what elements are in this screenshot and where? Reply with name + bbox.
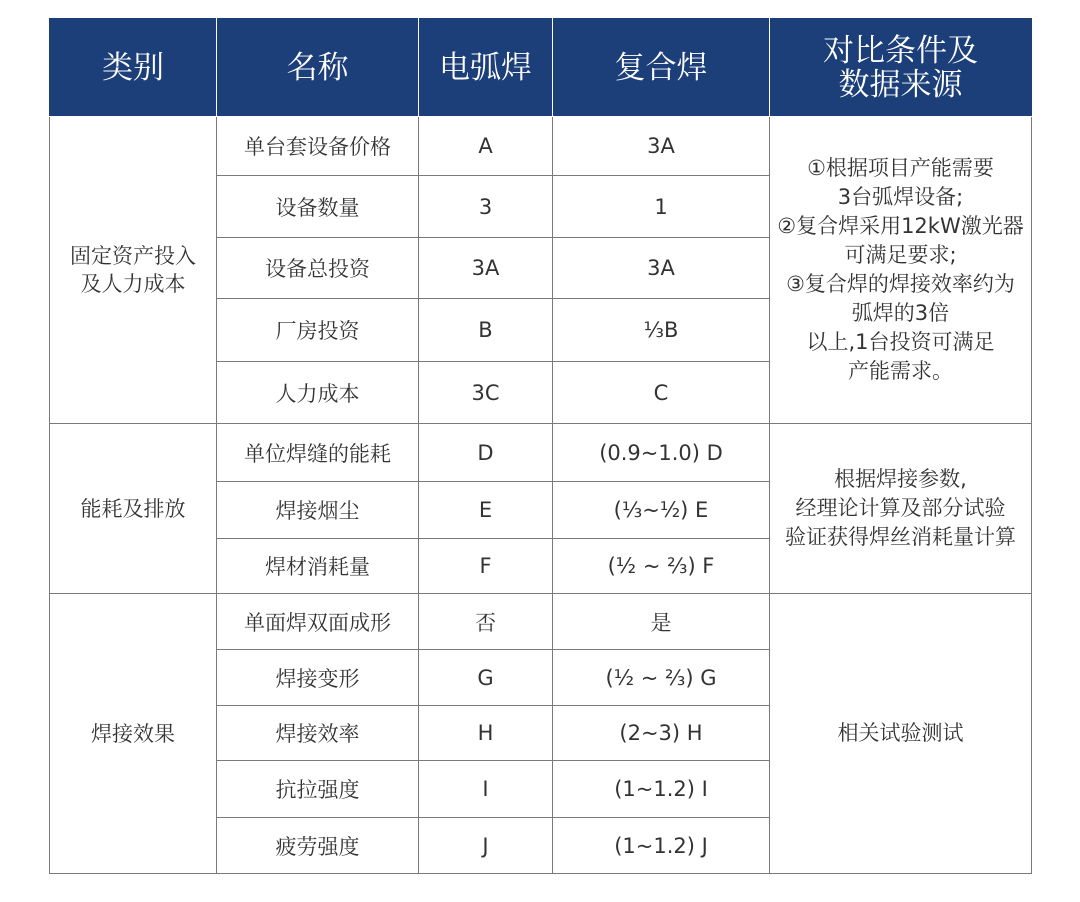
hybrid-value: 1 [553,176,770,238]
header-conditions-source: 对比条件及 数据来源 [770,19,1032,117]
header-category: 类别 [50,19,217,117]
arc-value: D [419,424,553,482]
hybrid-value: (½ ~ ⅔) G [553,650,770,706]
category-cell: 能耗及排放 [50,424,217,594]
hybrid-value: ⅓B [553,299,770,362]
arc-value: F [419,539,553,594]
category-cell: 固定资产投入 及人力成本 [50,117,217,424]
item-name: 焊接烟尘 [217,482,419,539]
hybrid-value: 3A [553,238,770,299]
hybrid-value: C [553,362,770,424]
arc-value: 3C [419,362,553,424]
item-name: 设备数量 [217,176,419,238]
arc-value: B [419,299,553,362]
table-row [50,424,1032,482]
arc-value: E [419,482,553,539]
item-name: 设备总投资 [217,238,419,299]
hybrid-value: (0.9~1.0) D [553,424,770,482]
source-note: 根据焊接参数, 经理论计算及部分试验 验证获得焊丝消耗量计算 [770,424,1032,594]
hybrid-value: (1~1.2) J [553,818,770,874]
hybrid-value: (1~1.2) I [553,761,770,818]
arc-value: 3 [419,176,553,238]
item-name: 疲劳强度 [217,818,419,874]
source-note: ①根据项目产能需要 3台弧焊设备; ②复合焊采用12kW激光器 可满足要求; ③复合焊的焊接效率约为 弧焊的3倍 以上,1台投资可满足 产能需求。 [770,117,1032,424]
category-cell: 焊接效果 [50,594,217,874]
arc-value: A [419,117,553,176]
hybrid-value: (⅓~½) E [553,482,770,539]
table-row [50,117,1032,176]
item-name: 单位焊缝的能耗 [217,424,419,482]
source-note: 相关试验测试 [770,594,1032,874]
item-name: 厂房投资 [217,299,419,362]
item-name: 抗拉强度 [217,761,419,818]
item-name: 焊接变形 [217,650,419,706]
arc-value: 否 [419,594,553,650]
hybrid-value: (2~3) H [553,706,770,761]
header-hybrid-welding: 复合焊 [553,19,770,117]
arc-value: H [419,706,553,761]
item-name: 人力成本 [217,362,419,424]
hybrid-value: 3A [553,117,770,176]
hybrid-value: 是 [553,594,770,650]
arc-value: 3A [419,238,553,299]
arc-value: J [419,818,553,874]
table-row [50,594,1032,650]
item-name: 焊材消耗量 [217,539,419,594]
header-row [50,19,1032,117]
header-arc-welding: 电弧焊 [419,19,553,117]
header-name: 名称 [217,19,419,117]
hybrid-value: (½ ~ ⅔) F [553,539,770,594]
item-name: 单面焊双面成形 [217,594,419,650]
comparison-table [49,18,1032,874]
arc-value: I [419,761,553,818]
item-name: 单台套设备价格 [217,117,419,176]
arc-value: G [419,650,553,706]
item-name: 焊接效率 [217,706,419,761]
